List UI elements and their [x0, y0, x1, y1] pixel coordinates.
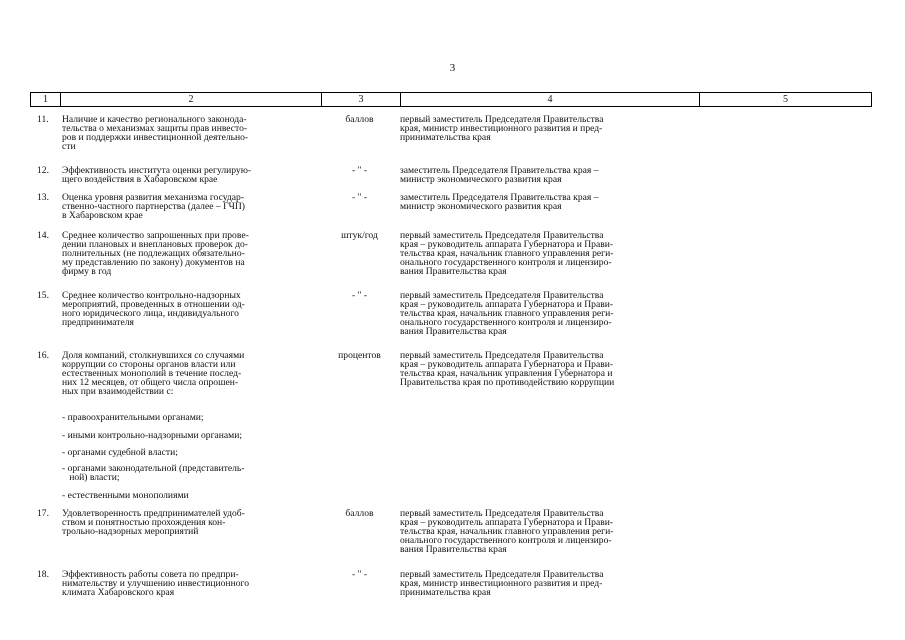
table-header — [30, 92, 872, 107]
header-col-1: 1 — [43, 94, 48, 105]
row-number: 16. — [37, 350, 49, 361]
indicator-text: Наличие и качество регионального законода- тельства о механизмах защиты прав инвесто- ров и поддержки инвестиционной деятельно- сти — [62, 114, 249, 152]
unit: баллов — [345, 508, 374, 519]
list-item: - правоохранительными органами; — [62, 412, 204, 423]
header-col-5: 5 — [699, 93, 871, 106]
responsible: заместитель Председателя Правительства края – министр экономического развития края — [400, 192, 599, 212]
row-number: 11. — [37, 114, 49, 125]
responsible: первый заместитель Председателя Правительства края – руководитель аппарата Губернатора и Прави- тельства края, начальник управления Губернатора и Правительства края по противодействию коррупции — [400, 350, 615, 388]
list-item: - иными контрольно-надзорными органами; — [62, 430, 243, 441]
indicator-text: Доля компаний, столкнувшихся со случаями коррупции со стороны органов власти или естественных монополий в течение послед- них 12 месяцев, от общего числа опрошен- ных при взаимодействии с: — [62, 350, 245, 397]
indicator-text: Среднее количество контрольно-надзорных мероприятий, проведенных в отношении од- ного юридического лица, индивидуального предпринимателя — [62, 290, 245, 328]
indicator-text: Эффективность работы совета по предпри- нимательству и улучшению инвестиционного климата Хабаровского края — [62, 569, 249, 598]
indicator-text: Оценка уровня развития механизма государ- ственно-частного партнерства (далее – ГЧП) в Хабаровском крае — [62, 192, 245, 221]
header-col-4: 4 — [400, 93, 699, 106]
unit: штук/год — [341, 230, 378, 241]
row-number: 14. — [37, 230, 49, 241]
unit: баллов — [345, 114, 374, 125]
responsible: первый заместитель Председателя Правительства края, министр инвестиционного развития и пред- принимательства края — [400, 114, 604, 143]
responsible: первый заместитель Председателя Правительства края – руководитель аппарата Губернатора и Прави- тельства края, начальник главного управления реги- онального государственного контроля и лицензиро- вания Правительства края — [400, 290, 614, 337]
indicator-text: Удовлетворенность предпринимателей удоб- ством и понятностью прохождения кон- трольно-надзорных мероприятий — [62, 508, 245, 537]
row-number: 18. — [37, 569, 49, 580]
list-item: - естественными монополиями — [62, 490, 189, 501]
page-number: 3 — [449, 62, 456, 74]
header-col-2: 2 — [60, 93, 321, 106]
row-number: 12. — [37, 165, 49, 176]
row-number: 15. — [37, 290, 49, 301]
indicator-text: Среднее количество запрошенных при прове- дении плановых и внеплановых проверок до- полнительных (не подлежащих обязательно- му представлению по закону) документов на фирму в год — [62, 230, 249, 277]
row-number: 17. — [37, 508, 49, 519]
list-item: - органами судебной власти; — [62, 447, 178, 458]
unit: процентов — [338, 350, 381, 361]
header-col-3: 3 — [321, 93, 400, 106]
unit: - " - — [351, 192, 368, 203]
unit: - " - — [351, 165, 368, 176]
unit: - " - — [351, 569, 368, 580]
unit: - " - — [351, 290, 368, 301]
indicator-text: Эффективность института оценки регулирую- щего воздействия в Хабаровском крае — [62, 165, 252, 185]
responsible: первый заместитель Председателя Правительства края – руководитель аппарата Губернатора и Прави- тельства края, начальник главного управления реги- онального государственного контроля и лицензиро- вания Правительства края — [400, 508, 614, 555]
responsible: первый заместитель Председателя Правительства края – руководитель аппарата Губернатора и Прави- тельства края, начальник главного управления реги- онального государственного контроля и лицензиро- вания Правительства края — [400, 230, 614, 277]
responsible: заместитель Председателя Правительства края – министр экономического развития края — [400, 165, 599, 185]
responsible: первый заместитель Председателя Правительства края, министр инвестиционного развития и пред- принимательства края — [400, 569, 604, 598]
list-item: - органами законодательной (представитель- ной) власти; — [62, 463, 245, 483]
row-number: 13. — [37, 192, 49, 203]
